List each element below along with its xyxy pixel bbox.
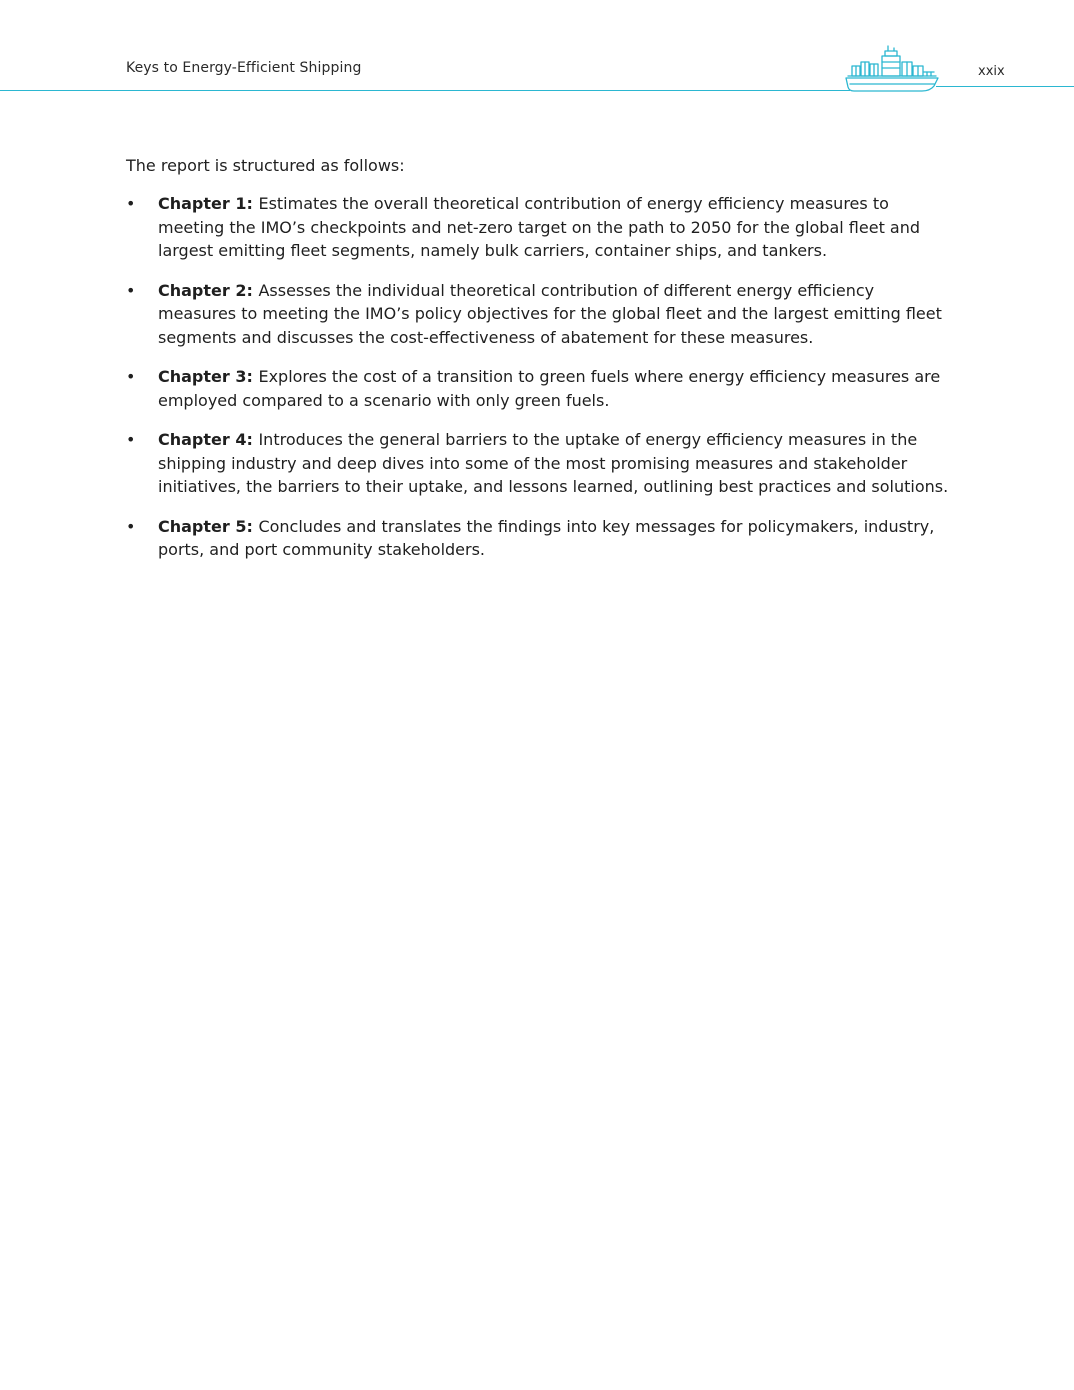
running-title: Keys to Energy-Efficient Shipping [126, 60, 362, 76]
list-item-chapter-3 [126, 365, 956, 412]
bullet-icon: • [126, 280, 136, 300]
container-ship-icon [842, 42, 942, 94]
bullet-icon: • [126, 367, 136, 386]
chapter-label: Chapter 3: [158, 367, 259, 386]
bullet-icon: • [126, 194, 136, 213]
intro-paragraph: The report is structured as follows: [126, 156, 405, 175]
chapter-description: Assesses the individual theoretical contribution of different energy efficiency measures to meeting the IMO’s policy objectives for the global fleet and the largest emitting fleet segments and discusses the cost-effectiveness of abatement for these measures. [158, 280, 942, 347]
page-number: xxix [978, 64, 1005, 79]
header-rule [0, 90, 850, 91]
chapter-list [126, 192, 956, 562]
chapter-label: Chapter 1: [158, 194, 259, 213]
list-item-chapter-5 [126, 515, 956, 562]
chapter-description: Explores the cost of a transition to green fuels where energy efficiency measures are employed compared to a scenario with only green fuels. [158, 367, 941, 410]
chapter-label: Chapter 4: [158, 430, 259, 449]
chapter-label: Chapter 2: [158, 280, 259, 300]
bullet-icon: • [126, 430, 136, 449]
bullet-icon: • [126, 516, 136, 536]
chapter-description: Estimates the overall theoretical contribution of energy efficiency measures to meeting the IMO’s checkpoints and net-zero target on the path to 2050 for the global fleet and largest emitting fleet segments, namely bulk carriers, container ships, and tankers. [158, 194, 921, 260]
chapter-label: Chapter 5: [158, 516, 259, 536]
chapter-description: Concludes and translates the findings into key messages for policymakers, industry, ports, and port community stakeholders. [158, 516, 935, 559]
chapter-description: Introduces the general barriers to the uptake of energy efficiency measures in the shipping industry and deep dives into some of the most promising measures and stakeholder initiatives, the barriers to their uptake, and lessons learned, outlining best practices and solutions. [158, 430, 949, 496]
page-header [0, 0, 1074, 100]
list-item-chapter-4 [126, 428, 956, 499]
list-item-chapter-1 [126, 192, 956, 263]
header-rule-right [936, 86, 1074, 87]
report-structure-section [126, 154, 956, 578]
list-item-chapter-2 [126, 279, 956, 350]
